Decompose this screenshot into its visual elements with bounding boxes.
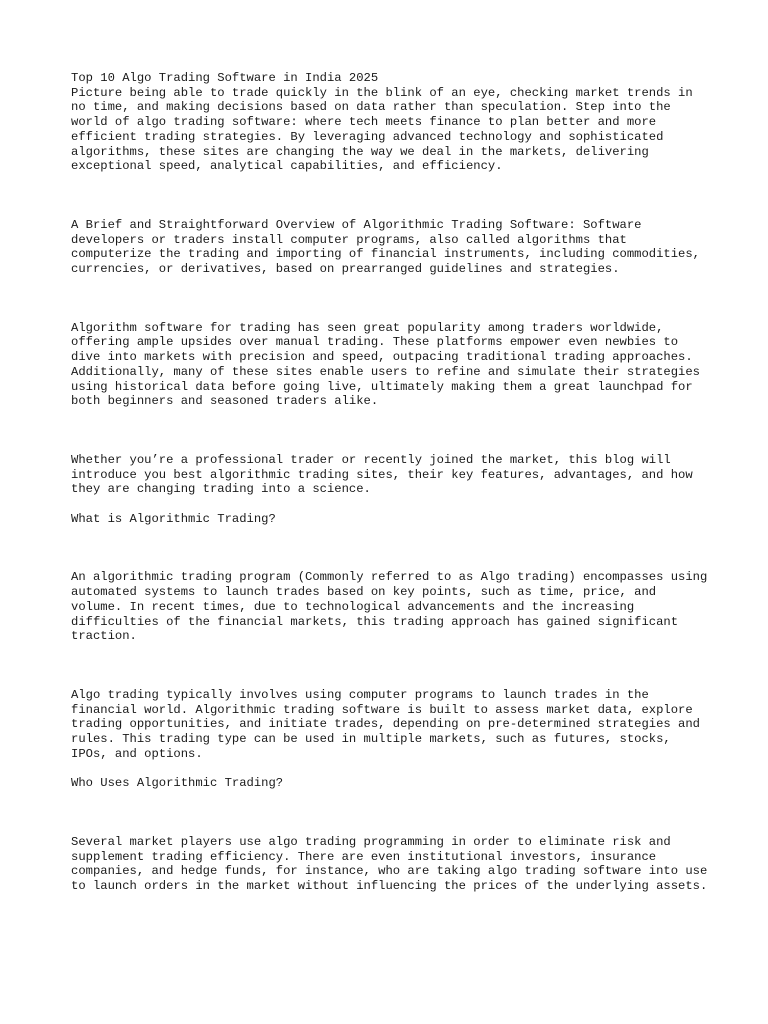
blog-intro-paragraph: Whether you’re a professional trader or recently joined the market, this blog will introduce you best algorithmic trading sites, their key features, advantages, and how they are changing trading into a science.	[71, 452, 693, 497]
spacer	[71, 497, 711, 512]
section-heading-what-is: What is Algorithmic Trading?	[71, 511, 276, 526]
spacer	[71, 644, 711, 688]
document-title: Top 10 Algo Trading Software in India 2025	[71, 71, 379, 85]
how-it-works-paragraph: Algo trading typically involves using computer programs to launch trades in the financial world. Algorithmic trading software is built to assess market data, explore trading opportunities, and initiate trades, depending on pre-determined strategies and rules. This trading type can be used in multiple markets, such as futures, stocks, IPOs, and options.	[71, 687, 700, 761]
spacer	[71, 761, 711, 776]
spacer	[71, 174, 711, 218]
document-body	[71, 71, 711, 894]
overview-paragraph: A Brief and Straightforward Overview of Algorithmic Trading Software: Software developers or traders install computer programs, also called algorithms that computerize the trading and importing of financial instruments, including commodities, currencies, or derivatives, based on prearranged guidelines and strategies.	[71, 217, 700, 277]
definition-paragraph: An algorithmic trading program (Commonly referred to as Algo trading) encompasses using automated systems to launch trades based on key points, such as time, price, and volume. In recent times, due to technological advancements and the increasing difficulties of the financial markets, this trading approach has gained significant traction.	[71, 570, 708, 644]
market-players-paragraph: Several market players use algo trading programming in order to eliminate risk and supplement trading efficiency. There are even institutional investors, insurance companies, and hedge funds, for instance, who are taking algo trading software into use to launch orders in the market without influencing the prices of the underlying assets.	[71, 834, 708, 893]
popularity-paragraph: Algorithm software for trading has seen great popularity among traders worldwide, offering ample upsides over manual trading. These platforms empower even newbies to dive into markets with precision and speed, outpacing traditional trading approaches. Additionally, many of these sites enable users to refine and simulate their strategies using historical data before going live, ultimately making them a great launchpad for both beginners and seasoned traders alike.	[71, 320, 700, 409]
spacer	[71, 791, 711, 835]
spacer	[71, 277, 711, 321]
spacer	[71, 409, 711, 453]
section-heading-who-uses: Who Uses Algorithmic Trading?	[71, 776, 284, 791]
spacer	[71, 526, 711, 570]
intro-paragraph: Picture being able to trade quickly in the blink of an eye, checking market trends in no time, and making decisions based on data rather than speculation. Step into the world of algo trading software: where tech meets finance to plan better and more efficient trading strategies. By leveraging advanced technology and sophisticated algorithms, these sites are changing the way we deal in the markets, delivering exceptional speed, analytical capabilities, and efficiency.	[71, 85, 693, 174]
